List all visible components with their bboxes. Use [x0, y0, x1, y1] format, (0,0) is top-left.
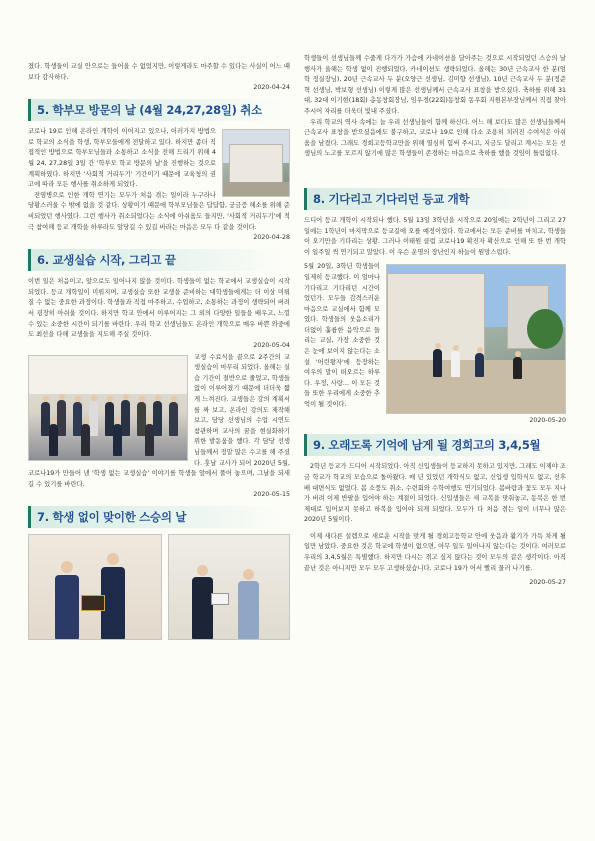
- school-entrance-photo: [386, 264, 566, 414]
- section-6-paragraph-1: 이번 일은 처음이고, 앞으로도 일어나지 않을 것이다. 학생들이 없는 학교에서 교생실습이 시작되었다. 등교 개학일이 미뤄지며, 교생실습 또한 교생을 준비하는 대학생들에게는 더 이상 미뤄질 수 없는 중요한 과정이다. 학생들과 직접 마주하고, 수업하고, 소통하는 과정이 생략되어 버려서 굉장히 아쉬울 것이다. 하지만 학교 안에서 이루어지는 그 외의 다양한 일들을 배우고, 느낄 수 있는 소중한 시간이 되기를 바란다. 우리 학교 선생님들도 온라인 개학으로 매우 바쁜 와중에도 최선을 다해 교생들을 지도해 주실 것이다.: [28, 278, 290, 339]
- section-6-body-2: [28, 353, 290, 491]
- section-5-paragraph-2: 전염병으로 인한 개학 연기는 모두가 처음 겪는 일이라 누구라나 당황스러울 수 밖에 없을 것 같다. 상황이기 때문에 학부모님들은 답답함, 궁금증 해소를 위해 준비되었던 행사였다. 그런 행사가 취소되었다는 소식에 아쉬움도 들지만, '사회적 거리두기'에 적극 참여해 등교 개학을 하루라도 앞당길 수 있길 바라는 마음은 모두 다 같을 것이다.: [28, 191, 290, 231]
- left-column: [28, 34, 290, 640]
- section-7-paragraph-1: 학생들이 선생님들께 수줍게 다가가 가슴에 카네이션을 달아주는 것으로 시작되었던 스승의 날 행사가 올해는 학생 없이 진행되었다. 카네이션도 생략되었다. 올해는 30년 근속교사 한 분(엄 학 정실장님), 20년 근속교사 두 분(오양근 선생님, 김미향 선생님), 10년 근속교사 두 분(정준혁 선생님, 박보형 선생님) 이렇게 많은 선생님께서 근속교사 표창을 받으셨다. 축하를 위해 31대, 32대 이기현(18회) 총동창회장님, 임우경(22회)동창회 동우회 지원본부장님께서 직접 찾아주시어 자리를 더욱더 빛내 주셨다.: [304, 55, 566, 115]
- award-ceremony-photo-2: [168, 534, 290, 640]
- section-6-title: 6. 교생실습 시작, 그리고 끝: [37, 253, 176, 268]
- section-9-title: 9. 오래도록 기억에 남게 될 경희고의 3,4,5월: [313, 438, 541, 453]
- student-teacher-group-photo: [28, 355, 188, 461]
- award-ceremony-photo-1: [28, 534, 162, 640]
- section-6-date-2: 2020-05-15: [253, 491, 290, 499]
- intro-paragraph: 졌다. 학생들이 교실 안으로는 들어올 수 없었지만, 이렇게라도 마주할 수 있다는 사실이 어느 때 보다 감사하다.: [28, 63, 290, 81]
- section-5-heading: [28, 99, 290, 121]
- section-7-photos: [28, 534, 290, 640]
- section-9-heading: [304, 434, 566, 456]
- intro-date: 2020-04-24: [253, 84, 290, 92]
- section-6-heading: [28, 249, 290, 271]
- section-8-date: 2020-05-20: [529, 417, 566, 425]
- section-6-date-1: 2020-05-04: [253, 341, 290, 349]
- section-8-paragraph-2: 5월 20일, 3학년 학생들이 일제히 등교했다. 이 얼마나 기다리고 기다리던 시간이었던가. 모두들 감격스러운 마음으로 교실에서 함께 모였다. 학생들의 웃음소리가 더없이 훌륭한 음악으로 들리는 교실, 가장 소중한 것은 눈에 보이지 않는다는 소설 '어린왕자'에 등장하는 여우의 말이 떠오르는 하루다. 우정, 사랑… 이 모든 것들 또한 우리에게 소중한 추억이 될 것이다.: [304, 263, 380, 409]
- right-column: [304, 34, 566, 590]
- section-8-heading: [304, 188, 566, 210]
- section-9-date: 2020-05-27: [529, 579, 566, 587]
- section-8-title: 8. 기다리고 기다리던 등교 개학: [313, 191, 470, 206]
- section-9-paragraph-2: 이제 새다른 설렘으로 새로운 시작을 맞게 될 경희고등학교 안에 웃음과 활기가 가득 차게 될 일만 남았다. 중요한 것은 학교에 학생이 없으면, 아무 일도 일어나지 않는다는 것이다. 여러모로 우리의 3,4,5월은 특별했다. 하지만 다시는 겪고 싶지 않다는 것이 모두의 같은 생각이다. 아직 끝난 것은 아니지만 모두 모두 고생하셨습니다. 코로나 19가 어서 빨리 물러 나기를.: [304, 532, 566, 572]
- section-5-paragraph-1: 코로나 19로 인해 온라인 개학이 이어지고 있으나, 이러가지 방법으로 학교의 소식을 학생, 학부모들에게 전달하고 있다. 하지만 좀더 직접적인 방법으로 학부모님들과 소통하고 소식을 전해 드리기 위해 4월 24, 27,28일 3일 간 '학부모 학교 방문의 날'을 진행하는 것으로 계획하였다. 하지만 '사회적 거리두기' 기간이기 때문에 교육청의 권고에 따라 모든 행사를 취소하게 되었다.: [28, 128, 216, 189]
- section-8-body-2: [304, 262, 566, 416]
- section-5-body: [28, 127, 290, 233]
- section-7-title: 7. 학생 없이 맞이한 스승의 날: [37, 510, 187, 525]
- school-building-photo: [222, 129, 290, 197]
- section-6-paragraph-2: 교생 수료식을 끝으로 2주간의 교생실습이 마무리 되었다. 올해는 실습 기간이 절반으로 줄었고, 학생들 없이 이루어졌기 때문에 더더욱 짧게 느껴진다. 교생들은 강의 계획서를 짜 보고, 온라인 강의도 제작해 보고, 담당 선생님의 수업 시연도 참관하며 교사의 꿈을 현실화하기 위한 발돋움을 했다. 각 담당 선생님들께서 정말 많은 수고를 해 주셨다. 훗날 교사가 되어 2020년 5월, 코로나19가 만들어 낸 '학생 없는 교생실습' 이야기를 학생들 앞에서 풀어 놓으며, 그날을 되새길 수 있기를 바란다.: [28, 353, 290, 488]
- section-7-heading: [28, 506, 290, 528]
- section-5-date: 2020-04-28: [253, 234, 290, 242]
- section-9-paragraph-1: 2학년 등교가 드디어 시작되었다. 아직 신입생들이 등교하지 못하고 있지만, 그래도 이제야 조금 학교가 학교의 모습으로 돌아왔다. 매 년 있었던 개학식도 없고, 신입생 입학식도 없고, 선후배 대면식도 없었다. 봄 소풍도 취소, 수련회와 수학여행도 연기되었다. 봄바람과 꽃도 모두 지나가 버려 이제 반팔을 입어야 하는 계절이 되었다. 신입생들은 새 교복을 맞춰놓고, 동복은 한 번 제대로 입어보지 못하고 하복을 입어야 되게 되었다. 모두가 다 처음 겪는 일이 너무나 많은 2020년 5월이다.: [304, 463, 566, 524]
- section-5-title: 5. 학부모 방문의 날 (4월 24,27,28일) 취소: [37, 103, 262, 118]
- section-7-paragraph-2: 우리 학교의 역사 속에는 늘 우리 선생님들이 함께 하신다. 어느 해 보다도 많은 선생님들께서 근속교사 표창을 받으셨음에도 불구하고, 코로나 19로 인해 다소 조용히 치러진 수여식은 아쉬움을 남겼다. 그래도 경희고등학교만을 위해 열심히 힘써 주시고, 지금도 달리고 계시는 모든 선생님의 노고를 모르지 않기에 많은 학생들이 존경하는 마음으로 축하를 했을 것임이 틀림없다.: [304, 118, 566, 158]
- section-8-paragraph-1: 드디어 등교 개학이 시작되나 했다. 5월 13일 3학년을 시작으로 20일에는 2학년이 그리고 27일에는 1학년이 마지막으로 등교길에 오를 예정이었다. 학교에서는 모든 준비를 마치고, 학생들이 오기만을 기다리는 상황. 그러나 이태원 클럽 코로나19 확진자 확산으로 인해 또 한 번 개학이 일주일 씩 연기되고 말았다. 이 우슨 운명의 장난인지 하늘이 원망스럽다.: [304, 216, 566, 256]
